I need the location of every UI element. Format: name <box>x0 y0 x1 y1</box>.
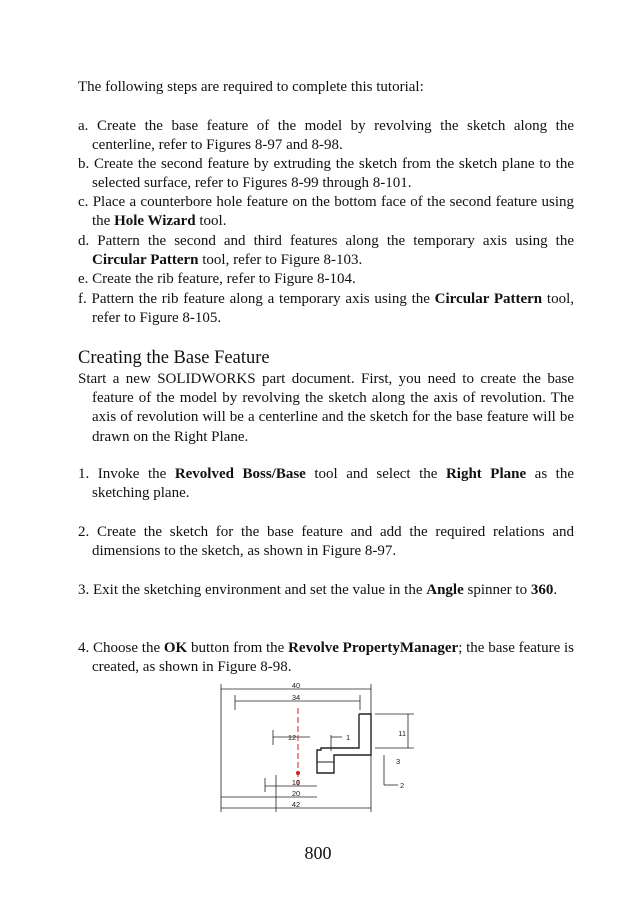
step-f: f. Pattern the rib feature along a temporary axis using the Circular Pattern tool, refer to Figure 8-105. <box>78 291 574 327</box>
section-intro: Start a new SOLIDWORKS part document. First, you need to create the base feature of the model by revolving the sketch along the axis of revolution. The axis of revolution will be a centerline and the sketch for the base feature will be drawn on the Right Plane. <box>78 371 574 445</box>
dim-10: 10 <box>291 778 301 787</box>
origin-point <box>296 771 300 775</box>
step-3: 3. Exit the sketching environment and set the value in the Angle spinner to 360. <box>78 582 558 598</box>
step-e: e. Create the rib feature, refer to Figure 8-104. <box>78 271 356 287</box>
step-b: b. Create the second feature by extruding the sketch from the sketch plane to the selected surface, refer to Figures 8-99 through 8-101. <box>78 156 574 192</box>
step-1: 1. Invoke the Revolved Boss/Base tool and select the Right Plane as the sketching plane. <box>78 466 575 502</box>
dim-3: 3 <box>396 757 401 766</box>
page-number: 800 <box>304 843 332 863</box>
dim-11: 11 <box>398 729 406 738</box>
dim-34: 34 <box>291 693 301 702</box>
dim-42: 42 <box>291 800 301 809</box>
dim-2: 2 <box>400 781 405 790</box>
intro-text: The following steps are required to complete this tutorial: <box>78 79 424 95</box>
dim-1: 1 <box>346 733 351 742</box>
dim-40: 40 <box>291 681 301 690</box>
dim-12: 12 <box>287 733 297 742</box>
step-d: d. Pattern the second and third features along the temporary axis using the Circular Pattern tool, refer to Figure 8-103. <box>78 233 574 269</box>
section-heading: Creating the Base Feature <box>78 348 270 368</box>
step-c: c. Place a counterbore hole feature on the bottom face of the second feature using the Hole Wizard tool. <box>78 194 574 230</box>
profile-upper <box>317 714 371 773</box>
dim-20: 20 <box>291 789 301 798</box>
step-2: 2. Create the sketch for the base feature and add the required relations and dimensions to the sketch, as shown in Figure 8-97. <box>78 524 574 560</box>
step-a: a. Create the base feature of the model by revolving the sketch along the centerline, refer to Figures 8-97 and 8-98. <box>78 118 575 154</box>
sketch-figure <box>210 680 425 815</box>
step-4: 4. Choose the OK button from the Revolve PropertyManager; the base feature is created, as shown in Figure 8-98. <box>78 640 575 676</box>
